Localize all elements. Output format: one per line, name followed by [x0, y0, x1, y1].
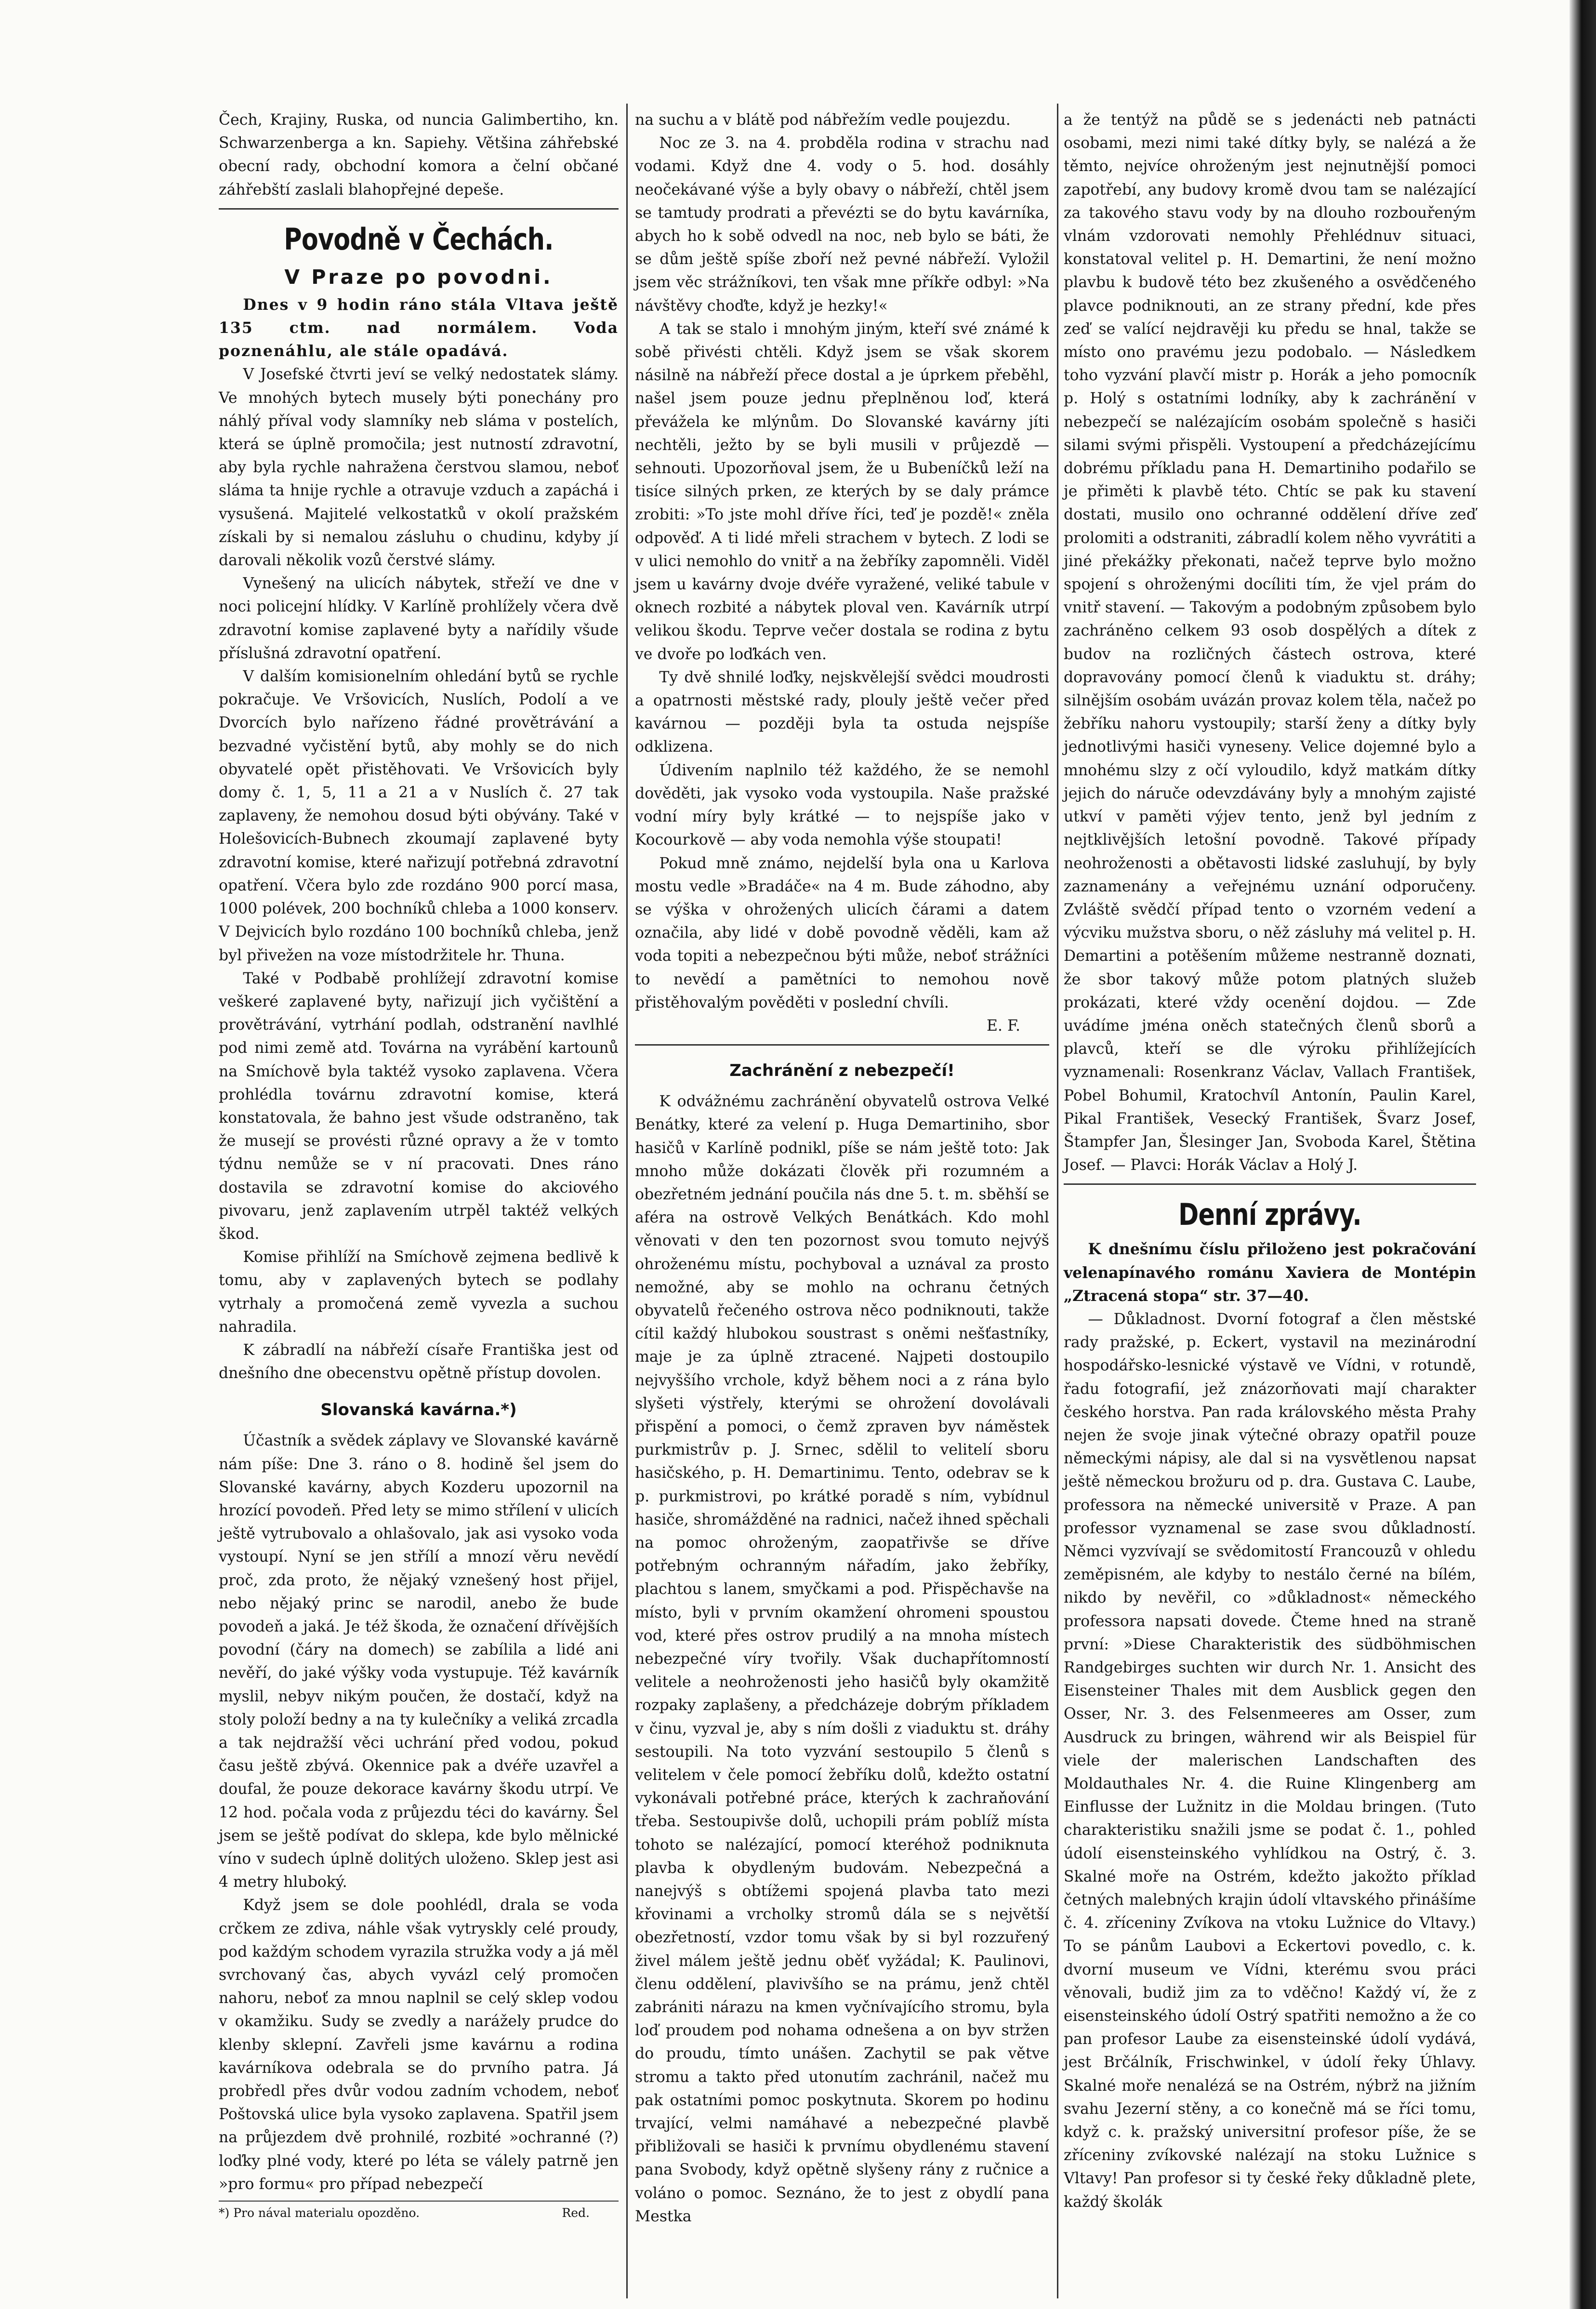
footnote-text: *) Pro nával materialu opozděno.	[219, 2206, 420, 2220]
paragraph: Čech, Krajiny, Ruska, od nuncia Galimbertiho, kn. Schwarzenberga a kn. Sapiehy. Většina záhřebské obecní rady, obchodní komora a čelní občané záhřebští zaslali blahopřejné depeše.	[219, 111, 619, 199]
section-rule	[635, 1044, 1049, 1046]
paragraph: Komise přihlíží na Smíchově zejmena bedlivě k tomu, aby v zaplavených bytech se podlahy vytrhaly a promočená země vyvezla a suchou nahradila.	[219, 1248, 619, 1336]
paragraph: — Důkladnost. Dvorní fotograf a člen městské rady pražské, p. Eckert, vystavil na mezinárodní hospodářsko-lesnické výstavě ve Vídni, v rotundě, řadu fotografií, jež znázorňovati mají charakter českého horstva. Pan rada královského města Prahy nejen že svoje jinak výtečné obrazy opatřil pouze německými nápisy, ale dal si na vysvětlenou napsat ještě německou brožuru od p. dra. Gustava C. Laube, professora na německé universitě v Praze. A pan professor vyznamenal se zase svou důkladností. Němci vyzvívají se svědomitostí Francouzů v ohledu zeměpisném, ale kdyby to nestálo černé na bílém, nikdo by nevěřil, co »důkladnost« německého professora napsati dovede. Čteme hned na straně první: »Diese Charakteristik des südböhmischen Randgebirges suchten wir durch Nr. 1. Ansicht des Eisensteiner Thales mit dem Ausblick gegen den Osser, Nr. 3. des Felsenmeeres am Osser, zum Ausdruck zu bringen, während wir als Beispiel für viele der malerischen Landschaften des Moldauthales Nr. 4. die Ruine Klingenberg am Einflusse der Lužnitz in die Moldau bringen. (Tuto charakteristiku snažili jsme se podat č. 1., pohled údolí eisensteinského vyhlídkou na Ostrý, č. 3. Skalné moře na Ostrém, kdežto jakožto příklad četných malebných krajin údolí vltavského přinášíme č. 4. zříceniny Zvíkova na vtoku Lužnice do Vltavy.) To se pánům Laubovi a Eckertovi povedlo, c. k. dvorní museum ve Vídni, kterému svou práci věnovali, budiž jim za to vděčno! Každý ví, že z eisensteinského údolí Ostrý spatřiti nemožno a že co pan profesor Laube za eisensteinské údolí vydává, jest Brčálník, Frischwinkel, v údolí řeky Úhlavy. Skalné moře nenalézá se na Ostrém, nýbrž na jižním svahu Jezerní stěny, a co konečně má se říci tomu, když c. k. pražský universitní profesor píše, že se zříceniny zvíkovské nalézají na stoku Lužnice s Vltavy! Pan profesor si ty české řeky důkladně plete, každý školák	[1064, 1310, 1476, 2211]
paragraph: V dalším komisionelním ohledání bytů se rychle pokračuje. Ve Vršovicích, Nuslích, Podolí a ve Dvorcích bylo nařízeno řádné provětrávání a bezvadné vyčistění bytů, aby mohly se do nich obyvatelé opět přistěhovati. Ve Vršovicích byly domy č. 1, 5, 11 a 21 a v Nuslích č. 27 tak zaplaveny, že nemohou dosud býti obývány. Také v Holešovicích-Bubnech zkoumají zaplavené byty zdravotní komise, které nařizují potřebná zdravotní opatření. Včera bylo zde rozdáno 900 porcí masa, 1000 polévek, 200 bochníků chleba a 1000 konserv. V Dejvicích bylo rozdáno 100 bochníků chleba, jenž byl přivežen na voze místodržitele hr. Thuna.	[219, 668, 619, 964]
paragraph: K zábradlí na nábřeží císaře Františka jest od dnešního dne obecenstvu opětně přístup dovolen.	[219, 1341, 619, 1382]
footnote-rule	[219, 2201, 619, 2202]
column-right	[1064, 108, 1476, 2214]
section-heading: Denní zprávy.	[1178, 1197, 1361, 1233]
paragraph: Noc ze 3. na 4. probděla rodina v strachu nad vodami. Když dne 4. vody o 5. hod. dosáhly neočekávané výše a byly obavy o nábřeží, chtěl jsem se tamtudy prodrati a převézti se do bytu kavárníka, abych ho k sobě odvedl na noc, neb bylo se báti, že se dům ještě spíše zboří než pevné nábřeží. Vyložil jsem věc strážníkovi, ten však mne příkře odbyl: »Na návštěvy choďte, když je hezky!«	[635, 134, 1049, 315]
footnote	[219, 2203, 619, 2223]
paragraph: Když jsem se dole poohlédl, drala se voda crčkem ze zdiva, náhle však vytryskly celé proudy, pod každým schodem vyrazila stružka vody a já měl svrchovaný čas, abych vyvázl celý promočen nahoru, neboť za mnou naplnil se celý sklep vodou v okamžiku. Sudy se zvedly a narážely prudce do klenby sklepní. Zavřeli jsme kavárnu a rodina kavárníkova odebrala se do prvního patra. Já probředl přes dvůr vodou zadním vchodem, neboť Poštovská ulice byla vysoko zaplavena. Spatřil jsem na průjezdem dvě prohnilé, rozbité »ochranné (?) loďky plné vody, které po léta se válely patrně jen »pro formu« pro případ nebezpečí	[219, 1897, 619, 2193]
paragraph: V Josefské čtvrti jeví se velký nedostatek slámy. Ve mnohých bytech musely býti ponechány pro náhlý příval vody slamníky neb sláma v postelích, která se úplně promočila; jest nutností zdravotní, aby byla rychle nahražena čerstvou slamou, neboť sláma ta hnije rychle a otravuje vzduch a zapáchá i vysušená. Majitelé velkostatků v okolí pražském získali by si nemalou zásluhu o chudinu, kdyby jí darovali několik vozů čerstvé slámy.	[219, 366, 619, 570]
article-signature: E. F.	[987, 1017, 1020, 1035]
footnote-signature: Red.	[562, 2206, 590, 2220]
paragraph: Také v Podbabě prohlížejí zdravotní komise veškeré zaplavené byty, nařizují jich vyčištění a provětrávání, vytrhání podlah, odstranění navlhlé pod nimi země atd. Továrna na vyrábění kartounů na Smíchově byla taktéž vysoko zaplavena. Včera prohlédla továrnu zdravotní komise, která konstatovala, že bahno jest všude odstraněno, tak že musejí se provésti různé opravy a že v tomto týdnu nemůže se v ní pracovati. Dnes ráno dostavila se zdravotní komise do akciového pivovaru, jenž zaplavením utrpěl taktéž velkých škod.	[219, 969, 619, 1243]
paragraph: Účastník a svědek záplavy ve Slovanské kavárně nám píše: Dne 3. ráno o 8. hodině šel jsem do Slovanské kavárny, abych Kozderu upozornil na hrozící povodeň. Před lety se mimo střílení v ulicích ještě vytrubovalo a ohlašovalo, jak asi vysoko voda vystoupí. Nyní se jen střílí a mnozí věru nevědí proč, zda proto, že nějaký vznešený host přijel, nebo nějaký princ se narodil, anebo že bude povodeň a jaká. Je též škoda, že označení dřívějších povodní (čáry na domech) se zabílila a lidé ani nevěří, do jaké výšky voda vystupuje. Též kavárník myslil, nebyv nikým poučen, že dostačí, když na stoly položí bedny a na ty kulečníky a veliká zrcadla a tak nejdražší věci uchrání před vodou, pokud času ještě zbývá. Okennice pak a dvéře uzavřel a doufal, že pouze dekorace kavárny škodu utrpí. Ve 12 hod. počala voda z průjezdu téci do kavárny. Šel jsem se ještě podívat do sklepa, kde bylo mělnické víno v sudech úplně dolitých uloženo. Sklep jest asi 4 metry hluboký.	[219, 1432, 619, 1891]
paragraph: A tak se stalo i mnohým jiným, kteří své známé k sobě přivésti chtěli. Když jsem se však skorem násilně na nábřeží přece dostal a je úprkem přeběhl, našel jsem pouze jednu přeplněnou loď, která převážela ke mlýnům. Do Slovanské kavárny jíti nechtěli, ježto by se byli musili v průjezdě — sehnouti. Upozorňoval jsem, že u Bubeníčků leží na tisíce silných prken, ze kterých by se daly prámce zrobiti: »To jste mohl dříve říci, teď je pozdě!« zněla odpověď. A ti lidé mřeli strachem v bytech. Z lodi se v ulici nemohlo do vnitř a na žebříky zapomněli. Viděl jsem u kavárny dvoje dvéře vyražené, veliké tabule v oknech rozbité a nábytek ploval ven. Kavárník utrpí velikou škodu. Teprve večer dostala se rodina z bytu ve dvoře po loďkách ven.	[635, 320, 1049, 663]
paragraph: Údivením naplnilo též každého, že se nemohl dověděti, jak vysoko voda vystoupila. Naše pražské vodní míry byly krátké — to nejspíše jako v Kocourkově — aby voda nemohla výše stoupati!	[635, 761, 1049, 849]
column-left	[219, 108, 619, 2223]
column-middle	[635, 108, 1049, 2228]
page-edge-shadow	[1570, 0, 1596, 2309]
article-heading: V Praze po povodni.	[284, 265, 553, 289]
paragraph: na suchu a v blátě pod nábřežím vedle poujezdu.	[635, 111, 1011, 129]
paragraph: Vynešený na ulicích nábytek, střeží ve dne v noci policejní hlídky. V Karlíně prohlížely včera dvě zdravotní komise zaplavené byty a nařídily všude příslušná zdravotní opatření.	[219, 575, 619, 662]
article-heading: Zachránění z nebezpečí!	[729, 1061, 955, 1081]
section-heading: Povodně v Čechách.	[284, 221, 554, 257]
article-lead: Dnes v 9 hodin ráno stála Vltava ještě 135 ctm. nad normálem. Voda poznenáhlu, ale stále opadává.	[219, 295, 619, 360]
paragraph: Pokud mně známo, nejdelší byla ona u Karlova mostu vedle »Bradáče« na 4 m. Bude záhodno, aby se výška v ohrožených ulicích čárami a datem označila, aby lidé v době povodně věděli, kam až voda topiti a nebezpečnou býti může, neboť strážníci to nevědí a pamětníci to nemohou nově přistěhovalým pověděti v poslední chvíli.	[635, 854, 1049, 1011]
paragraph: K odvážnému zachránění obyvatelů ostrova Velké Benátky, které za velení p. Huga Demartiniho, sbor hasičů v Karlíně podnikl, píše se nám ještě toto: Jak mnoho může dokázati člověk při rozumném a obezřetném jednání poučila nás dne 5. t. m. sběhší se aféra na ostrově Velkých Benátkách. Kdo mohl věnovati v den ten pozornost svou tomuto nejvýš ohroženému místu, pochyboval a uznával za prosto nemožné, aby se mohlo na ochranu četných obyvatelů řečeného ostrova něco podniknouti, takže cítil každý hlubokou soustrast s oněmi nešťastníky, maje je za úplně ztracené. Najpeti dostoupilo nejvyššího vrchole, když během noci a z rána bylo slyšeti výstřely, kterými se ohrožení dovolávali přispění a pomoci, o čemž zpraven byv náměstek purkmistrův p. J. Srnec, sdělil to velitelí sboru hasičského, p. H. Demartinimu. Tento, odebrav se k p. purkmistrovi, po krátké poradě s ním, vybídnul hasiče, shromážděné na radnici, načež ihned spěchali na pomoc ohroženým, zaopatřivše se dříve potřebným ochranným nářadím, jako žebříky, plachtou s lanem, smyčkami a pod. Přispěchavše na místo, byli v prvním okamžení ohromeni spoustou vod, které přes ostrov prudilý a na mnoha místech nebezpečné víry tvořily. Však duchapřítomností velitele a neohroženosti jeho hasičů byly okamžitě rozpaky zaplašeny, a předcházeje dobrým příkladem v činu, vyzval je, aby s ním došli z viaduktu st. dráhy sestoupili. Na toto vyzvání sestoupilo 5 členů s velitelem v čele pomocí žebříku dolů, kdežto ostatní vykonávali potřebné práce, kterých k zachraňování třeba. Sestoupivše dolů, uchopili prám poblíž místa tohoto se nalézající, pomocí kteréhož podniknuta plavba k obydleným budovám. Nebezpečná a nanejvýš s obtížemi spojená plavba tato mezi křovinami a vrcholky stromů dála se s největší obezřetností, vzdor tomu však by si byl rozzuřený živel málem ještě jednu oběť vyžádal; K. Paulinovi, členu oddělení, plavivšího se na prámu, jenž chtěl zabrániti nárazu na kmen vyčnívajícího stromu, byla loď proudem pod nohama odnešena a on byv stržen do proudu, tímto unášen. Zachytil se pak větve stromu a takto před utonutím zachránil, načež mu pak ostatními pomoc poskytnuta. Skorem po hodinu trvající, velmi namáhavé a nebezpečné plavbě přibližovali se hasiči k prvnímu obydlenému stavení pana Svobody, když opětně slyšeny rány z ručnice a voláno o pomoc. Seznáno, že to jest z obydlí pana Mestka	[635, 1093, 1049, 2225]
section-rule	[219, 208, 619, 210]
paragraph: K dnešnímu číslu přiloženo jest pokračování velenapínavého románu Xaviera de Montépin „Ztracená stopa“ str. 37—40.	[1064, 1240, 1476, 1305]
article-heading: Slovanská kavárna.*)	[320, 1400, 517, 1420]
paragraph: Ty dvě shnilé loďky, nejskvělejší svědci moudrosti a opatrnosti městské rady, plouly ještě večer před kavárnou — později byla ta ostuda nejspíše odklizena.	[635, 668, 1049, 756]
paragraph: a že tentýž na půdě se s jedenácti neb patnácti osobami, mezi nimi také dítky byly, se nalézá a že těmto, nejvíce ohroženým jest nejnutnější pomoci zapotřebí, any budovy kromě dvou tam se nalézající za takového stavu vody by na dlouho rozbouřeným vlnám vzdorovati nemohly Přehlédnuv situaci, konstatoval velitel p. H. Demartini, že není možno plavbu k budově této bez zkušeného a osvědčeného plavce podniknouti, an ze strany přední, kde přes zeď se valící nejdravěji ku předu se hnal, takže se místo ono pravému jezu podobalo. — Následkem toho vyzvání plavčí mistr p. Horák a jeho pomocník p. Holý s ostatními lodníky, aby k zachránění v nebezpečí se nalézajícím osobám společně s hasiči silami svými přispěli. Vystoupení a předcházejícímu dobrému příkladu pana H. Demartiniho podařilo se je přiměti k plavbě této. Chtíc se pak ku stavení dostati, musilo ono ochranné oddělení dříve zeď prolomiti a odstraniti, zábradlí kolem něho vyvrátiti a jiné překážky překonati, načež teprve bylo možno spojení s ohroženými docíliti tím, že vjel prám do vnitř stavení. — Takovým a podobným způsobem bylo zachráněno celkem 93 osob dospělých a dítek z budov na rozličných částech ostrova, které dopravovány pomocí členů k viaduktu st. dráhy; silnějším osobám uvázán provaz kolem těla, načež po žebříku nahoru vystoupily; starší ženy a dítky byly jednotlivými hasiči vyneseny. Velice dojemné bylo a mnohému slzy z očí vyloudilo, když matkám dítky jejich do náruče odevzdávány byly a mnohým zajisté utkví v paměti výjev tento, jenž byl jedním z nejtklivějších letošní povodně. Takové případy neohroženosti a obětavosti lidské zasluhují, by byly zaznamenány a veřejnému uznání odporučeny. Zvláště svědčí případ tento o vzorném vedení a výcviku mužstva sboru, o něž zásluhy má velitel p. H. Demartini a potěšením můžeme nestranně doznati, že sbor takový může potom platných služeb prokázati, které vždy ocenění dojdou. — Zde uvádíme jména oněch statečných členů sborů a plavců, kteří se dle výroku přihlížejících vyznamenali: Rosenkranz Václav, Vallach František, Pobel Bohumil, Kratochvíl Antonín, Paulin Karel, Pikal František, Vesecký František, Švarz Josef, Štampfer Jan, Šlesinger Jan, Svoboda Karel, Štětina Josef. — Plavci: Horák Václav a Holý J.	[1064, 111, 1476, 1174]
column-divider	[626, 104, 628, 2298]
column-divider	[1057, 104, 1058, 2298]
section-rule	[1064, 1183, 1476, 1185]
